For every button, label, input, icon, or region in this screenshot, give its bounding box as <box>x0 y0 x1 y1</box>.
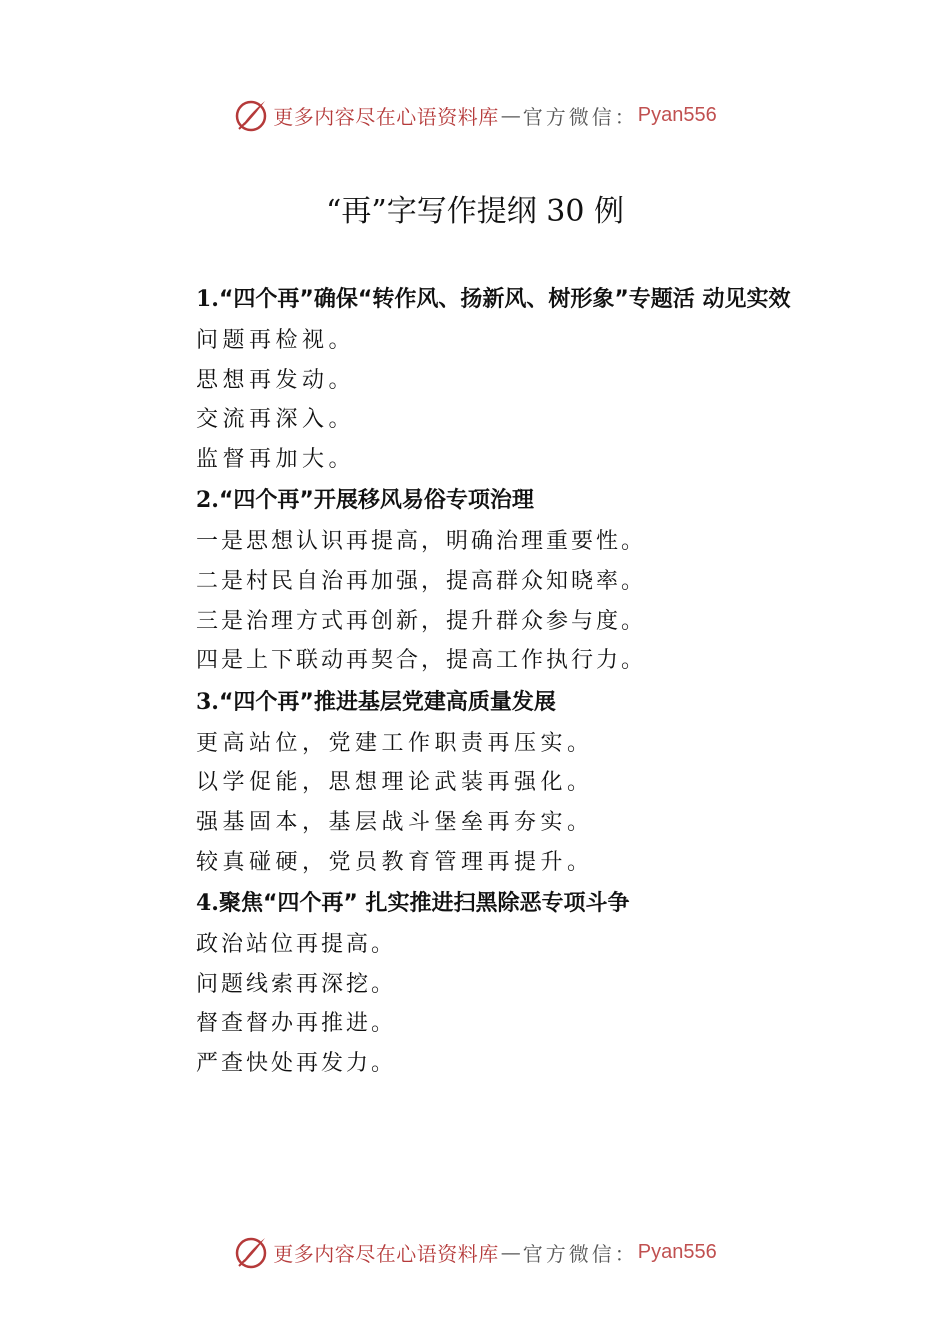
list-item: 交流再深入。 <box>196 407 356 433</box>
list-item: 四是上下联动再契合，提高工作执行力。 <box>196 648 647 674</box>
banner-separator: — <box>500 103 521 127</box>
banner-separator: — <box>500 1240 521 1264</box>
banner-text: 更多内容尽在心语资料库 <box>273 1241 499 1266</box>
banner-contact-id: Pyan556 <box>637 103 717 126</box>
banner-text: 更多内容尽在心语资料库 <box>273 104 499 129</box>
list-item: 督查督办再推进。 <box>196 1011 397 1037</box>
quill-pen-logo-icon <box>233 97 269 133</box>
banner-contact-id: Pyan556 <box>637 1240 717 1263</box>
list-item: 问题再检视。 <box>196 328 356 353</box>
list-item: 一是思想认识再提高，明确治理重要性。 <box>196 529 647 555</box>
document-body <box>146 278 826 1084</box>
document-title: “再”字写作提纲 30 例 <box>326 194 624 229</box>
section-heading <box>146 882 826 925</box>
section-title: “四个再”确保“转作风、扬新风、树形象”专题活 动见实效 <box>218 287 791 312</box>
section-heading <box>146 681 826 724</box>
section-heading <box>146 278 826 321</box>
list-item: 以学促能，思想理论武装再强化。 <box>196 770 594 796</box>
list-item: 政治站位再提高。 <box>196 932 397 958</box>
section-number: 1. <box>196 286 219 312</box>
list-item: 二是村民自治再加强，提高群众知晓率。 <box>196 568 647 594</box>
header-banner <box>0 95 950 135</box>
section-heading <box>146 479 826 522</box>
list-item: 思想再发动。 <box>196 367 356 393</box>
banner-contact-label: 官方微信： <box>522 104 638 129</box>
quill-pen-logo-icon <box>233 1234 269 1270</box>
list-item: 较真碰硬，党员教育管理再提升。 <box>196 849 594 875</box>
list-item: 监督再加大。 <box>196 446 356 472</box>
section-title: “四个再”开展移风易俗专项治理 <box>218 488 534 514</box>
list-item: 更高站位，党建工作职责再压实。 <box>196 730 594 756</box>
section-number: 4. <box>196 890 219 917</box>
list-item: 三是治理方式再创新，提升群众参与度。 <box>196 608 647 634</box>
section-title: “四个再”推进基层党建高质量发展 <box>218 689 556 715</box>
list-item: 严查快处再发力。 <box>196 1050 397 1076</box>
footer-banner <box>0 1232 950 1272</box>
section-number: 2. <box>196 487 219 514</box>
banner-contact-label: 官方微信： <box>522 1241 638 1266</box>
list-item: 强基固本，基层战斗堡垒再夯实。 <box>196 809 594 835</box>
section-title: 聚焦“四个再” 扎实推进扫黑除恶专项斗争 <box>218 891 630 917</box>
section-number: 3. <box>196 688 219 715</box>
list-item: 问题线索再深挖。 <box>196 971 397 997</box>
